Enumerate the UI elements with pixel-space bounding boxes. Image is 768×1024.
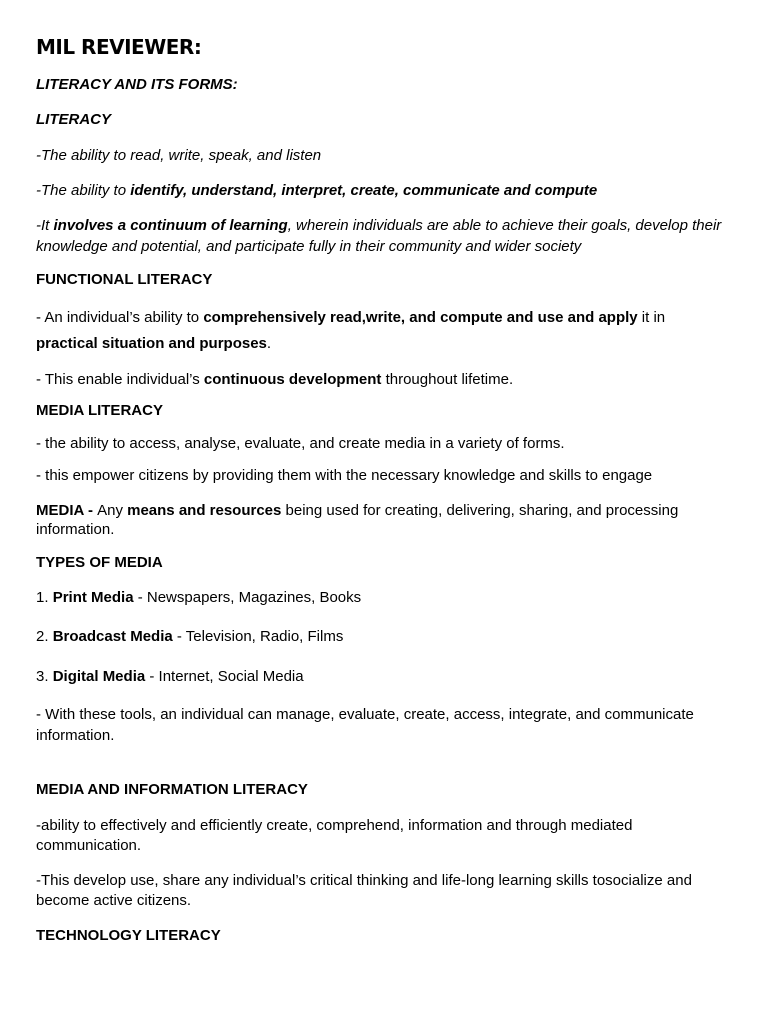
media-types-note: - With these tools, an individual can manage, evaluate, create, access, integrate, and communicate information. <box>36 706 694 744</box>
media-definition-emphasis: means and resources <box>127 502 282 519</box>
heading-media-information-literacy: MEDIA AND INFORMATION LITERACY <box>36 781 308 798</box>
media-type-item <box>36 667 304 687</box>
media-definition-rest: being used for creating, delivering, sharing, and processing information. <box>36 502 679 538</box>
functional-point-1-end: . <box>266 335 272 352</box>
media-type-name: Digital Media <box>52 668 146 685</box>
media-type-number: 1. <box>36 589 53 606</box>
functional-point-1-line-2 <box>36 334 271 354</box>
media-type-name: Print Media <box>52 589 134 606</box>
heading-types-of-media: TYPES OF MEDIA <box>36 554 163 571</box>
heading-literacy: LITERACY <box>36 111 111 128</box>
mil-point-2: -This develop use, share any individual’s critical thinking and life-long learning skills tosocialize and become active citizens. <box>36 872 692 909</box>
media-type-item <box>36 627 343 647</box>
functional-point-1-emphasis: comprehensively read,write, and compute and use and apply <box>203 309 638 326</box>
mil-point-1: -ability to effectively and efficiently create, comprehend, information and through mediated communication. <box>36 817 633 854</box>
media-type-examples: - Newspapers, Magazines, Books <box>133 589 362 606</box>
media-literacy-point-1: - the ability to access, analyse, evaluate, and create media in a variety of forms. <box>36 435 565 452</box>
page-title: MIL REVIEWER: <box>36 35 202 59</box>
heading-technology-literacy: TECHNOLOGY LITERACY <box>36 927 221 944</box>
media-definition-text: Any <box>97 502 128 519</box>
literacy-point-2-emphasis: identify, understand, interpret, create, communicate and compute <box>130 182 598 199</box>
media-literacy-point-2: - this empower citizens by providing them with the necessary knowledge and skills to engage <box>36 467 653 484</box>
literacy-point-3-emphasis: involves a continuum of learning <box>53 217 288 234</box>
functional-point-2-emphasis: continuous development <box>203 371 382 388</box>
literacy-point-2 <box>36 181 597 201</box>
literacy-point-2-text: -The ability to <box>36 182 131 199</box>
literacy-point-3 <box>36 215 726 257</box>
media-type-examples: - Internet, Social Media <box>145 668 304 685</box>
media-type-number: 3. <box>36 668 53 685</box>
media-definition <box>36 501 726 539</box>
functional-point-1-rest: it in <box>637 309 666 326</box>
literacy-point-3-rest: , wherein individuals are able to achieve their goals, develop their knowledge and potential, and participate fully in their community and wider society <box>36 217 722 255</box>
media-type-item <box>36 588 361 608</box>
media-type-name: Broadcast Media <box>52 628 173 645</box>
media-definition-term: MEDIA - <box>36 502 98 519</box>
functional-point-2 <box>36 370 513 390</box>
section-heading-literacy-forms: LITERACY AND ITS FORMS: <box>36 76 238 93</box>
functional-point-1-emphasis-2: practical situation and purposes <box>36 335 267 352</box>
functional-point-1-line-1 <box>36 308 665 328</box>
heading-media-literacy: MEDIA LITERACY <box>36 402 163 419</box>
functional-point-1-text: - An individual’s ability to <box>36 309 204 326</box>
literacy-point-3-text: -It <box>36 217 54 234</box>
media-type-examples: - Television, Radio, Films <box>172 628 344 645</box>
functional-point-2-text: - This enable individual’s <box>36 371 204 388</box>
functional-point-2-rest: throughout lifetime. <box>381 371 514 388</box>
heading-functional-literacy: FUNCTIONAL LITERACY <box>36 271 213 288</box>
media-type-number: 2. <box>36 628 53 645</box>
literacy-point-1: -The ability to read, write, speak, and listen <box>36 147 322 164</box>
